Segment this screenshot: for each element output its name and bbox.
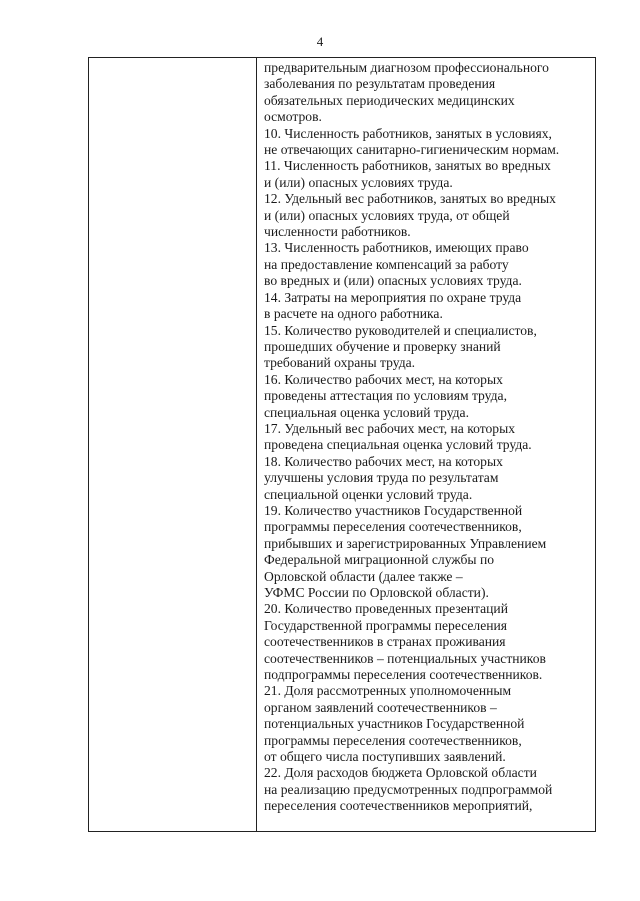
text-line: переселения соотечественников мероприятий,	[264, 798, 533, 814]
indicators-table	[88, 57, 596, 832]
text-line: проведена специальная оценка условий труда.	[264, 437, 532, 453]
text-line: прошедших обучение и проверку знаний	[264, 338, 501, 354]
text-line: прибывших и зарегистрированных Управлением	[264, 535, 547, 551]
text-line: на реализацию предусмотренных подпрограммой	[264, 781, 553, 797]
text-line: Государственной программы переселения	[264, 617, 508, 633]
text-line: на предоставление компенсаций за работу	[264, 256, 509, 272]
text-line: и (или) опасных условиях труда.	[264, 174, 453, 190]
text-line: 19. Количество участников Государственной	[264, 502, 523, 518]
text-line: программы переселения соотечественников,	[264, 732, 522, 748]
text-line: обязательных периодических медицинских	[264, 92, 515, 108]
text-line: Федеральной миграционной службы по	[264, 552, 495, 568]
text-line: заболевания по результатам проведения	[264, 76, 496, 92]
text-line: и (или) опасных условиях труда, от общей	[264, 207, 510, 223]
text-line: во вредных и (или) опасных условиях труда.	[264, 273, 522, 289]
text-line: осмотров.	[264, 109, 322, 125]
text-line: 15. Количество руководителей и специалистов,	[264, 322, 537, 338]
text-line: 21. Доля рассмотренных уполномоченным	[264, 683, 512, 699]
text-line: специальной оценки условий труда.	[264, 486, 473, 502]
text-line: 14. Затраты на мероприятия по охране труда	[264, 289, 522, 305]
text-line: численности работников.	[264, 224, 411, 240]
text-line: соотечественников в странах проживания	[264, 634, 506, 650]
text-line: подпрограммы переселения соотечественников.	[264, 667, 543, 683]
text-line: УФМС России по Орловской области).	[264, 585, 489, 600]
text-line: в расчете на одного работника.	[264, 306, 443, 322]
text-line: предварительным диагнозом профессионального	[264, 60, 549, 75]
table-left-cell	[89, 58, 257, 831]
text-line: требований охраны труда.	[264, 355, 416, 371]
text-line: 18. Количество рабочих мест, на которых	[264, 453, 503, 469]
text-line: 20. Количество проведенных презентаций	[264, 601, 508, 617]
text-line: проведены аттестация по условиям труда,	[264, 388, 507, 404]
text-line: программы переселения соотечественников,	[264, 519, 522, 535]
text-line: не отвечающих санитарно-гигиеническим нормам.	[264, 142, 560, 158]
text-line: Орловской области (далее также –	[264, 568, 463, 584]
text-line: органом заявлений соотечественников –	[264, 699, 497, 715]
text-line: 17. Удельный вес рабочих мест, на которых	[264, 420, 516, 436]
text-line: от общего числа поступивших заявлений.	[264, 749, 506, 765]
text-line: 10. Численность работников, занятых в условиях,	[264, 125, 552, 141]
text-line: 12. Удельный вес работников, занятых во вредных	[264, 191, 556, 207]
table-right-cell	[257, 58, 595, 831]
text-line: улучшены условия труда по результатам	[264, 470, 499, 486]
text-line: 16. Количество рабочих мест, на которых	[264, 371, 503, 387]
text-line: 22. Доля расходов бюджета Орловской области	[264, 765, 537, 781]
text-line: 11. Численность работников, занятых во вредных	[264, 158, 551, 174]
text-line: специальная оценка условий труда.	[264, 404, 469, 420]
text-line: потенциальных участников Государственной	[264, 716, 525, 732]
text-line: 13. Численность работников, имеющих право	[264, 240, 529, 256]
text-line: соотечественников – потенциальных участников	[264, 650, 546, 666]
page-number: 4	[316, 34, 324, 49]
